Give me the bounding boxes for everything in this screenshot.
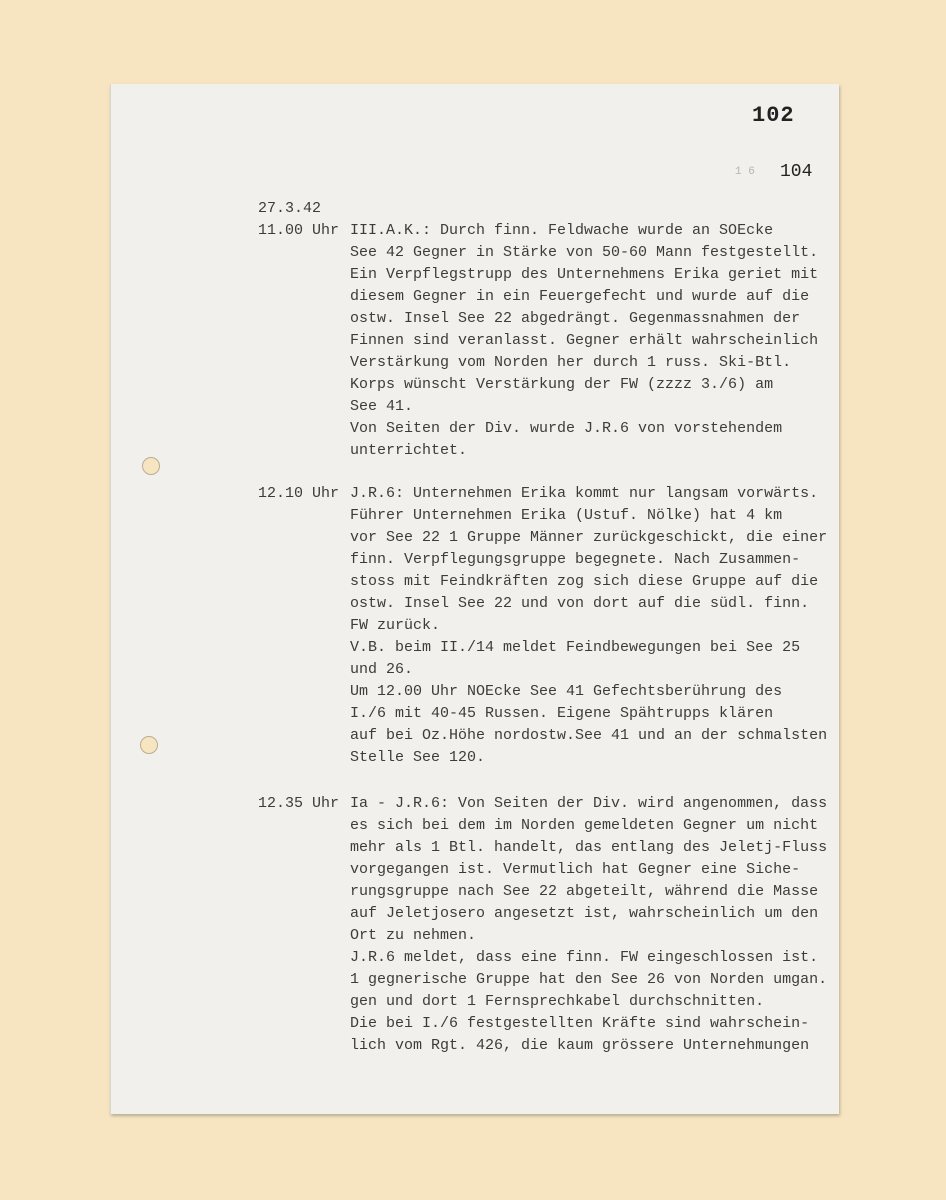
entry-text-line: Führer Unternehmen Erika (Ustuf. Nölke) hat 4 km — [350, 507, 783, 524]
page-number-typed: 104 — [780, 162, 813, 182]
page-number-stamp: 102 — [752, 103, 795, 128]
entry-text-line: Ein Verpflegstrupp des Unternehmens Erika geriet mit — [350, 266, 819, 283]
entry-text-line: J.R.6 meldet, dass eine finn. FW eingeschlossen ist. — [350, 949, 819, 966]
entry-time: 11.00 Uhr — [258, 222, 340, 239]
entry-text-line: I./6 mit 40-45 Russen. Eigene Spähtrupps klären — [350, 705, 774, 722]
entry-text-line: Von Seiten der Div. wurde J.R.6 von vorstehendem — [350, 420, 783, 437]
entry-text-line: auf Jeletjosero angesetzt ist, wahrscheinlich um den — [350, 905, 819, 922]
entry-text-line: Ia - J.R.6: Von Seiten der Div. wird angenommen, dass — [350, 795, 828, 812]
punch-hole — [142, 457, 160, 475]
entry-text-line: lich vom Rgt. 426, die kaum grössere Unternehmungen — [350, 1037, 810, 1054]
entry-text-line: gen und dort 1 Fernsprechkabel durchschnitten. — [350, 993, 765, 1010]
entry-text-line: unterrichtet. — [350, 442, 468, 459]
entry-text-line: J.R.6: Unternehmen Erika kommt nur langsam vorwärts. — [350, 485, 819, 502]
entry-text-line: V.B. beim II./14 meldet Feindbewegungen bei See 25 — [350, 639, 801, 656]
faint-mark: 1 6 — [735, 166, 755, 178]
entry-text-line: stoss mit Feindkräften zog sich diese Gruppe auf die — [350, 573, 819, 590]
entry-text-line: 1 gegnerische Gruppe hat den See 26 von Norden umgan. — [350, 971, 828, 988]
entry-text-line: Die bei I./6 festgestellten Kräfte sind wahrschein- — [350, 1015, 810, 1032]
entry-text-line: vor See 22 1 Gruppe Männer zurückgeschickt, die einer — [350, 529, 828, 546]
entry-date: 27.3.42 — [258, 200, 322, 217]
entry-time: 12.10 Uhr — [258, 485, 340, 502]
entry-text-line: vorgegangen ist. Vermutlich hat Gegner eine Siche- — [350, 861, 801, 878]
entry-text-line: Verstärkung vom Norden her durch 1 russ. Ski-Btl. — [350, 354, 792, 371]
punch-hole — [140, 736, 158, 754]
entry-text-line: Stelle See 120. — [350, 749, 486, 766]
entry-text-line: Ort zu nehmen. — [350, 927, 477, 944]
entry-text-line: rungsgruppe nach See 22 abgeteilt, während die Masse — [350, 883, 819, 900]
entry-text-line: ostw. Insel See 22 und von dort auf die südl. finn. — [350, 595, 810, 612]
entry-time: 12.35 Uhr — [258, 795, 340, 812]
entry-text-line: Um 12.00 Uhr NOEcke See 41 Gefechtsberührung des — [350, 683, 783, 700]
entry-text-line: III.A.K.: Durch finn. Feldwache wurde an SOEcke — [350, 222, 774, 239]
entry-text-line: FW zurück. — [350, 617, 441, 634]
entry-text-line: mehr als 1 Btl. handelt, das entlang des Jeletj-Fluss — [350, 839, 828, 856]
entry-text-line: See 42 Gegner in Stärke von 50-60 Mann festgestellt. — [350, 244, 819, 261]
entry-text-line: und 26. — [350, 661, 414, 678]
entry-text-line: ostw. Insel See 22 abgedrängt. Gegenmassnahmen der — [350, 310, 801, 327]
entry-text-line: es sich bei dem im Norden gemeldeten Gegner um nicht — [350, 817, 819, 834]
entry-text-line: Korps wünscht Verstärkung der FW (zzzz 3./6) am — [350, 376, 774, 393]
entry-text-line: auf bei Oz.Höhe nordostw.See 41 und an der schmalsten — [350, 727, 828, 744]
entry-text-line: finn. Verpflegungsgruppe begegnete. Nach Zusammen- — [350, 551, 801, 568]
entry-text-line: Finnen sind veranlasst. Gegner erhält wahrscheinlich — [350, 332, 819, 349]
entry-text-line: diesem Gegner in ein Feuergefecht und wurde auf die — [350, 288, 810, 305]
entry-text-line: See 41. — [350, 398, 414, 415]
